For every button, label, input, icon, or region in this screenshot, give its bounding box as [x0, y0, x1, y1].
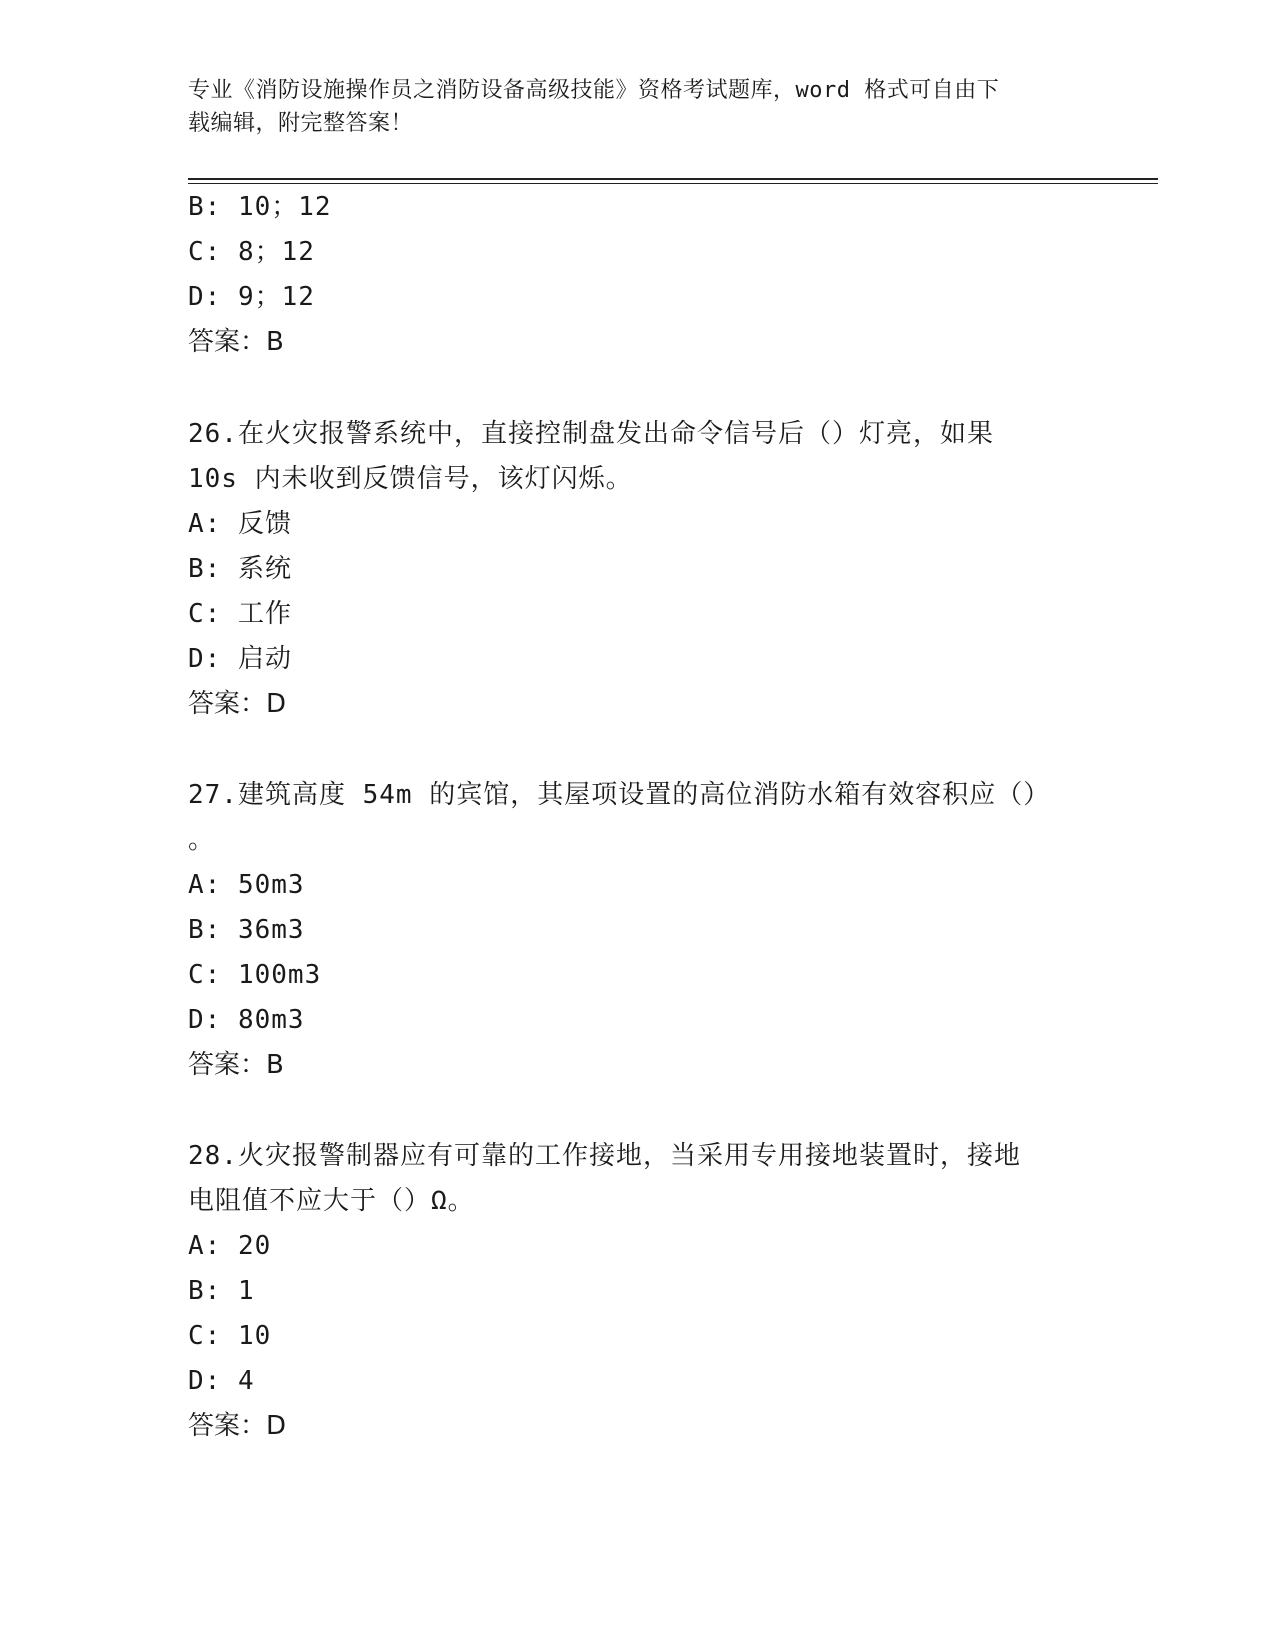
q28-option-a: A: 20 — [188, 1231, 272, 1261]
q27-option-c: C: 100m3 — [188, 960, 322, 990]
q27-option-d: D: 80m3 — [188, 1005, 305, 1035]
q25-option-d: D: 9；12 — [188, 282, 315, 312]
q26-option-b: B: 系统 — [188, 554, 292, 584]
q28-option-b: B: 1 — [188, 1276, 255, 1306]
header-rule-thick — [188, 178, 1158, 180]
q28-answer: 答案：D — [188, 1411, 287, 1441]
q26-stem-line-1: 26.在火灾报警系统中，直接控制盘发出命令信号后（）灯亮，如果 — [188, 419, 994, 449]
q27-stem-line-2: 。 — [188, 825, 216, 855]
q26-stem-line-2: 10s 内未收到反馈信号，该灯闪烁。 — [188, 464, 633, 494]
q25-option-b: B: 10；12 — [188, 192, 332, 222]
header-rule-thin — [188, 183, 1158, 184]
q26-option-d: D: 启动 — [188, 644, 292, 674]
document-header — [188, 74, 1088, 140]
q28-stem-line-2: 电阻值不应大于（）Ω。 — [188, 1186, 475, 1216]
q27-stem-line-1: 27.建筑高度 54m 的宾馆，其屋项设置的高位消防水箱有效容积应（） — [188, 780, 1051, 810]
header-line-1: 专业《消防设施操作员之消防设备高级技能》资格考试题库，word 格式可自由下 — [188, 78, 1000, 103]
q28-option-d: D: 4 — [188, 1366, 255, 1396]
header-line-2: 载编辑，附完整答案！ — [188, 111, 414, 136]
q26-option-a: A: 反馈 — [188, 509, 292, 539]
q26-option-c: C: 工作 — [188, 599, 292, 629]
q28-stem-line-1: 28.火灾报警制器应有可靠的工作接地，当采用专用接地装置时，接地 — [188, 1141, 1021, 1171]
q27-option-b: B: 36m3 — [188, 915, 305, 945]
q27-answer: 答案：B — [188, 1050, 284, 1080]
q27-option-a: A: 50m3 — [188, 870, 305, 900]
q28-option-c: C: 10 — [188, 1321, 272, 1351]
q25-answer: 答案：B — [188, 327, 284, 357]
q25-option-c: C: 8；12 — [188, 237, 315, 267]
q26-answer: 答案：D — [188, 689, 287, 719]
